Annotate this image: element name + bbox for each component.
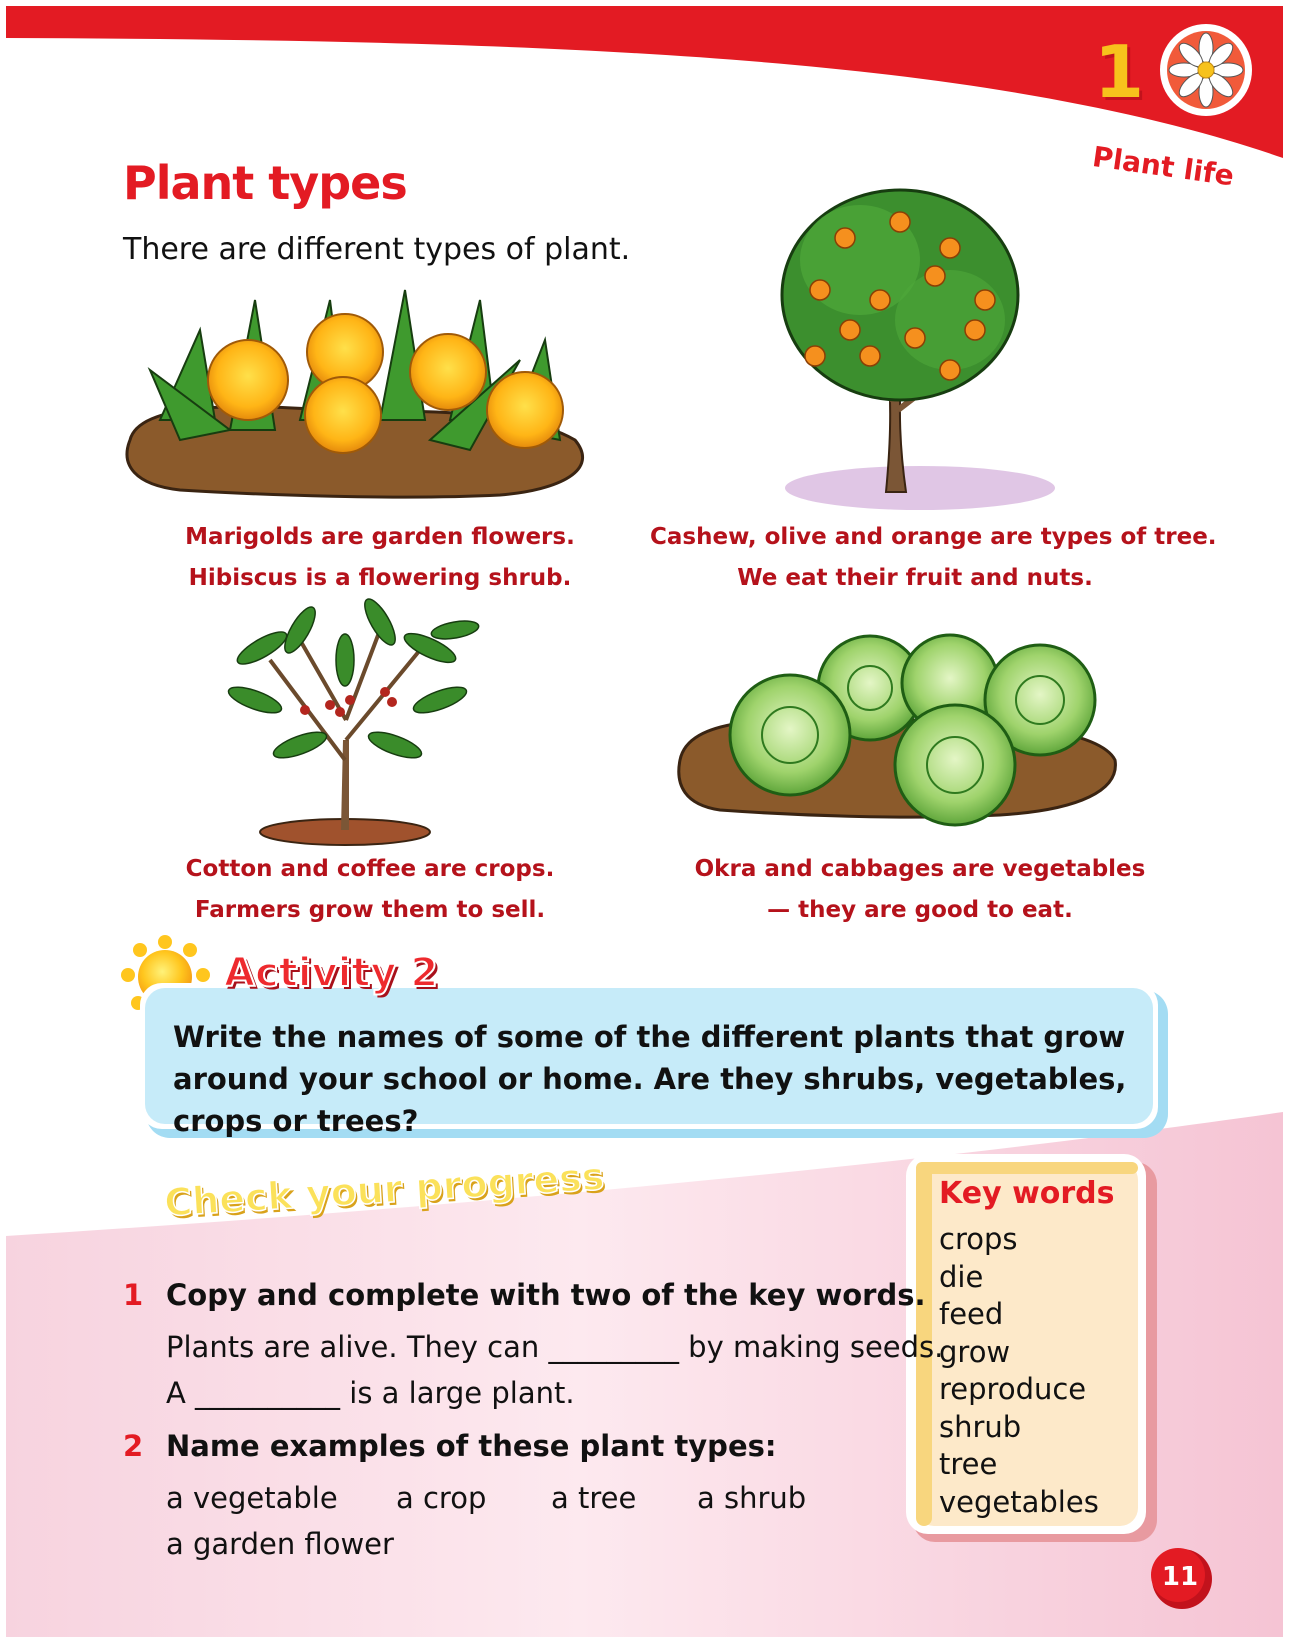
key-word: crops (939, 1222, 1018, 1256)
caption-line: — they are good to eat. (767, 897, 1073, 923)
key-words-list (939, 1221, 1099, 1521)
key-word: feed (939, 1297, 1004, 1331)
key-words-title: Key words (939, 1176, 1115, 1211)
orange-tree-illustration (782, 190, 1055, 510)
question-2-prompt: Name examples of these plant types: (166, 1429, 777, 1463)
key-word: grow (939, 1334, 1011, 1369)
marigolds-illustration (127, 290, 583, 497)
question-1-sentence-1: Plants are alive. They can _________ by making seeds. (166, 1330, 944, 1364)
option-garden-flower: a garden flower (166, 1527, 394, 1561)
header-banner (6, 6, 1283, 158)
question-1-prompt: Copy and complete with two of the key words. (166, 1278, 926, 1312)
question-2-number: 2 (123, 1429, 144, 1463)
chapter-number: 1 (1094, 30, 1145, 114)
caption-line: Hibiscus is a flowering shrub. (188, 565, 572, 591)
caption-line: Cashew, olive and orange are types of tree. (650, 524, 1217, 550)
intro-text: There are different types of plant. (123, 232, 631, 267)
activity-text: Write the names of some of the different plants that grow around your school or home. Are they shrubs, vegetables, crops or trees? (173, 1020, 1127, 1138)
key-word: reproduce (939, 1372, 1087, 1406)
page-title: Plant types (123, 156, 407, 210)
chapter-label: Plant life (1090, 140, 1237, 193)
caption-line: Farmers grow them to sell. (194, 897, 546, 923)
option-tree: a tree (551, 1481, 637, 1515)
cabbages-illustration (679, 635, 1116, 825)
caption-line: Cotton and coffee are crops. (185, 856, 555, 882)
caption-line: Okra and cabbages are vegetables (694, 856, 1146, 882)
question-1-number: 1 (123, 1278, 144, 1312)
daisy-icon (1160, 24, 1252, 116)
question-1-sentence-2: A __________ is a large plant. (166, 1376, 575, 1410)
coffee-plant-illustration (226, 595, 480, 845)
key-word: die (939, 1259, 984, 1294)
coffee-plant-caption (130, 849, 610, 931)
page-number: 11 (1161, 1562, 1199, 1592)
key-word: vegetables (939, 1484, 1099, 1519)
marigolds-caption (130, 517, 630, 599)
check-progress-title: Check your progress (163, 1154, 606, 1225)
option-crop: a crop (396, 1481, 487, 1515)
key-word: tree (939, 1447, 998, 1481)
caption-line: Marigolds are garden flowers. (185, 524, 575, 550)
option-vegetable: a vegetable (166, 1481, 338, 1515)
cabbages-caption (660, 849, 1180, 931)
key-word: shrub (939, 1409, 1022, 1444)
caption-line: We eat their fruit and nuts. (737, 565, 1093, 591)
orange-tree-caption (650, 517, 1217, 599)
activity-title: Activity 2 (224, 950, 439, 996)
option-shrub: a shrub (697, 1481, 807, 1515)
